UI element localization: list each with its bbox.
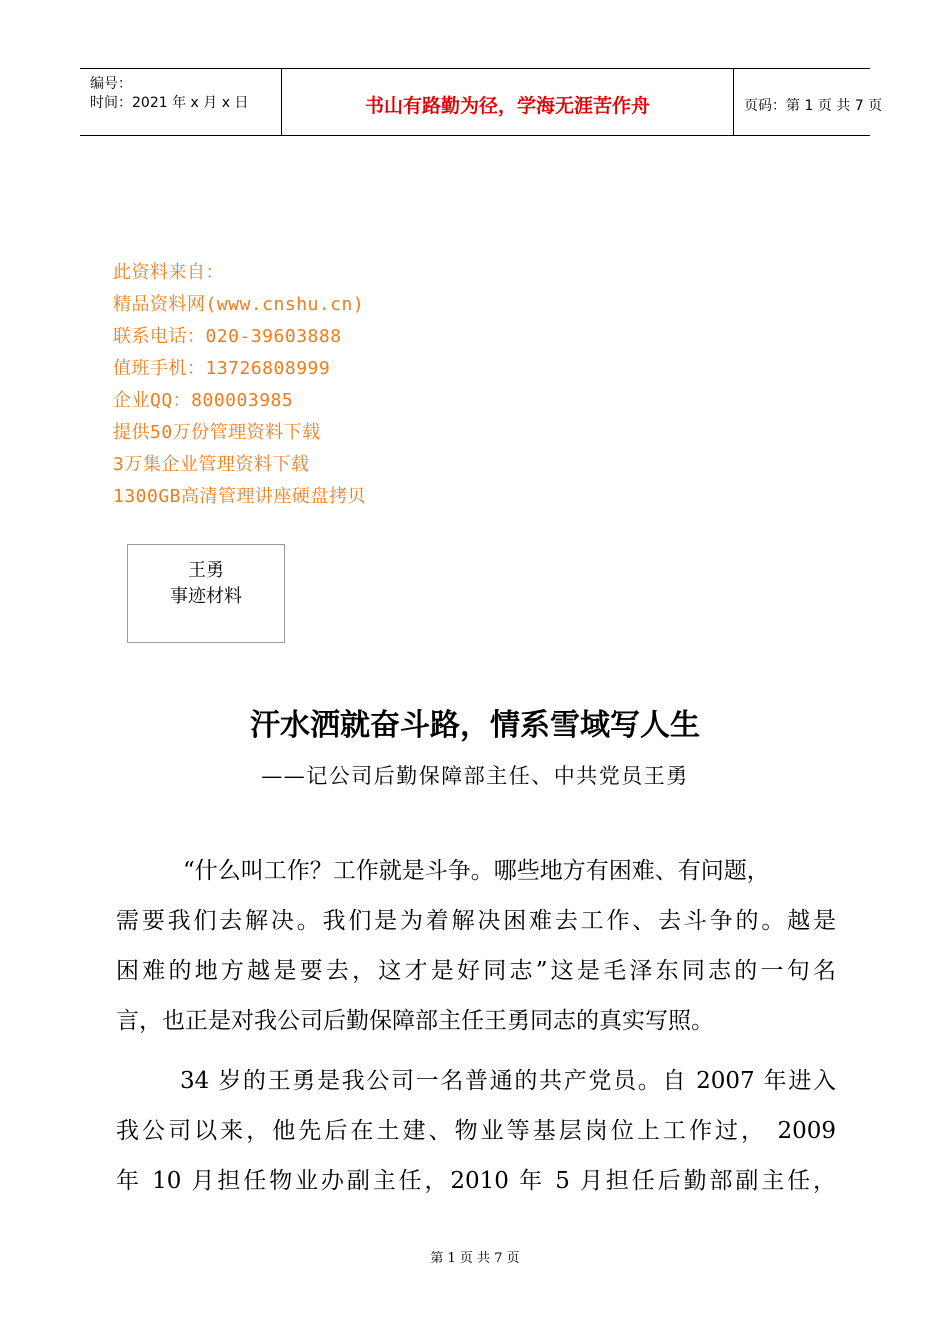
header-motto-cell xyxy=(282,69,734,135)
body-line: 言，也正是对我公司后勤保障部主任王勇同志的真实写照。 xyxy=(116,1008,714,1034)
body-line: 困难的地方越是要去，这才是好同志”这是毛泽东同志的一句名 xyxy=(116,958,836,984)
document-time-label: 时间：2021 年 x 月 x 日 xyxy=(90,95,249,111)
header-info-cell xyxy=(80,69,282,135)
page-number-label: 页码：第 1 页 共 7 页 xyxy=(744,98,883,114)
name-box-name: 王勇 xyxy=(188,560,224,581)
source-phone-line: 联系电话：020-39603888 xyxy=(113,326,342,347)
name-box-caption: 事迹材料 xyxy=(170,586,242,607)
article-subtitle: ——记公司后勤保障部主任、中共党员王勇 xyxy=(261,764,689,788)
body-line: 34 岁的王勇是我公司一名普通的共产党员。自 2007 年进入 xyxy=(180,1068,836,1094)
source-line: 此资料来自： xyxy=(113,262,224,283)
source-website-line: 精品资料网(www.cnshu.cn) xyxy=(113,294,365,315)
source-mobile-line: 值班手机：13726808999 xyxy=(113,358,331,379)
source-line: 3万集企业管理资料下载 xyxy=(113,454,310,475)
motto-text: 书山有路勤为径，学海无涯苦作舟 xyxy=(364,95,650,117)
body-line: 年 10 月担任物业办副主任，2010 年 5 月担任后勤部副主任， xyxy=(116,1168,836,1194)
body-line: 我公司以来，他先后在土建、物业等基层岗位上工作过， 2009 xyxy=(116,1118,836,1144)
body-line: “什么叫工作？工作就是斗争。哪些地方有困难、有问题， xyxy=(183,858,770,884)
document-header xyxy=(80,68,883,136)
body-line: 需要我们去解决。我们是为着解决困难去工作、去斗争的。越是 xyxy=(116,908,836,934)
name-box xyxy=(127,544,285,643)
article-title: 汗水洒就奋斗路，情系雪域写人生 xyxy=(250,708,700,743)
source-line: 1300GB高清管理讲座硬盘拷贝 xyxy=(113,486,367,507)
document-number-label: 编号： xyxy=(90,76,132,92)
source-qq-line: 企业QQ：800003985 xyxy=(113,390,294,411)
source-line: 提供50万份管理资料下载 xyxy=(113,422,321,443)
page-footer: 第 1 页 共 7 页 xyxy=(430,1251,520,1266)
header-page-cell xyxy=(734,69,883,135)
